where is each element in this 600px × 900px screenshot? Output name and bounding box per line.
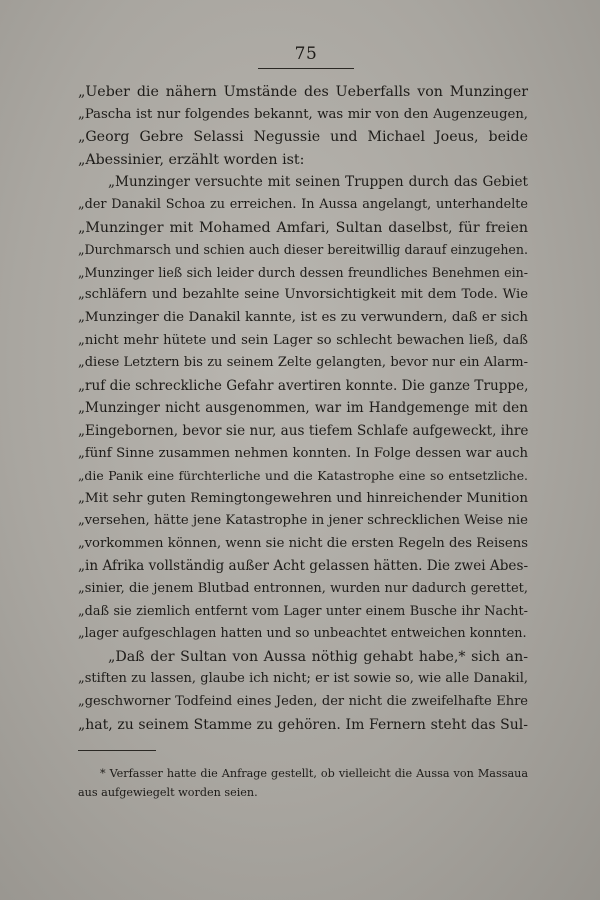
text-line: „Eingebornen, bevor sie nur, aus tiefem Schlafe aufgeweckt, ihre — [78, 422, 529, 439]
body-text — [78, 81, 528, 736]
text-line: „geschworner Todfeind eines Jeden, der nicht die zweifelhafte Ehre — [78, 694, 528, 710]
text-line: „Ueber die nähern Umstände des Ueberfalls von Munzinger — [78, 84, 528, 100]
text-line: „lager aufgeschlagen hatten und so unbeachtet entweichen konnten. — [78, 626, 527, 642]
text-line: „Mit sehr guten Remingtongewehren und hinreichender Munition — [78, 490, 528, 506]
text-line: „Munzinger ließ sich leider durch dessen freundliches Benehmen ein- — [78, 264, 528, 280]
text-line: „hat, zu seinem Stamme zu gehören. Im Fernern steht das Sul- — [78, 716, 528, 733]
text-line: „Durchmarsch und schien auch dieser bereitwillig darauf einzugehen. — [78, 242, 528, 258]
page-number-rule — [258, 68, 354, 69]
text-line: „Munzinger mit Mohamed Amfari, Sultan daselbst, für freien — [78, 219, 528, 236]
text-line: „in Afrika vollständig außer Acht gelassen hätten. Die zwei Abes- — [78, 558, 529, 575]
text-line: „Daß der Sultan von Aussa nöthig gehabt habe,* sich an- — [108, 648, 528, 665]
text-line: „daß sie ziemlich entfernt vom Lager unter einem Busche ihr Nacht- — [78, 603, 528, 619]
text-line: „Munzinger die Danakil kannte, ist es zu verwundern, daß er sich — [78, 309, 528, 325]
text-line: „versehen, hätte jene Katastrophe in jener schrecklichen Weise nie — [78, 513, 528, 529]
text-line: „schläfern und bezahlte seine Unvorsichtigkeit mit dem Tode. Wie — [78, 287, 528, 303]
footnote-line: * Verfasser hatte die Anfrage gestellt, ob vielleicht die Aussa von Massaua — [100, 767, 528, 780]
footnote-line: aus aufgewiegelt worden seien. — [78, 786, 258, 799]
text-line: „fünf Sinne zusammen nehmen konnten. In Folge dessen war auch — [78, 445, 528, 461]
text-line: „Georg Gebre Selassi Negussie und Michael Joeus, beide — [78, 129, 528, 146]
text-line: „Munzinger nicht ausgenommen, war im Handgemenge mit den — [78, 400, 528, 417]
footnote — [78, 764, 528, 802]
text-line: „sinier, die jenem Blutbad entronnen, wurden nur dadurch gerettet, — [78, 581, 528, 597]
text-line: „Abessinier, erzählt worden ist: — [78, 151, 305, 168]
footnote-rule — [78, 750, 156, 751]
text-line: „der Danakil Schoa zu erreichen. In Aussa angelangt, unterhandelte — [78, 196, 528, 212]
text-line: „vorkommen können, wenn sie nicht die ersten Regeln des Reisens — [78, 535, 528, 551]
page-number: 75 — [294, 44, 318, 64]
text-line: „Pascha ist nur folgendes bekannt, was mir von den Augenzeugen, — [78, 106, 528, 122]
text-line: „diese Letztern bis zu seinem Zelte gelangten, bevor nur ein Alarm- — [78, 355, 528, 371]
text-line: „Munzinger versuchte mit seinen Truppen durch das Gebiet — [108, 174, 528, 191]
text-line: „nicht mehr hütete und sein Lager so schlecht bewachen ließ, daß — [78, 332, 528, 348]
text-line: „ruf die schreckliche Gefahr avertiren konnte. Die ganze Truppe, — [78, 377, 529, 394]
text-line: „die Panik eine fürchterliche und die Katastrophe eine so entsetzliche. — [78, 468, 528, 484]
text-line: „stiften zu lassen, glaube ich nicht; er ist sowie so, wie alle Danakil, — [78, 671, 528, 687]
